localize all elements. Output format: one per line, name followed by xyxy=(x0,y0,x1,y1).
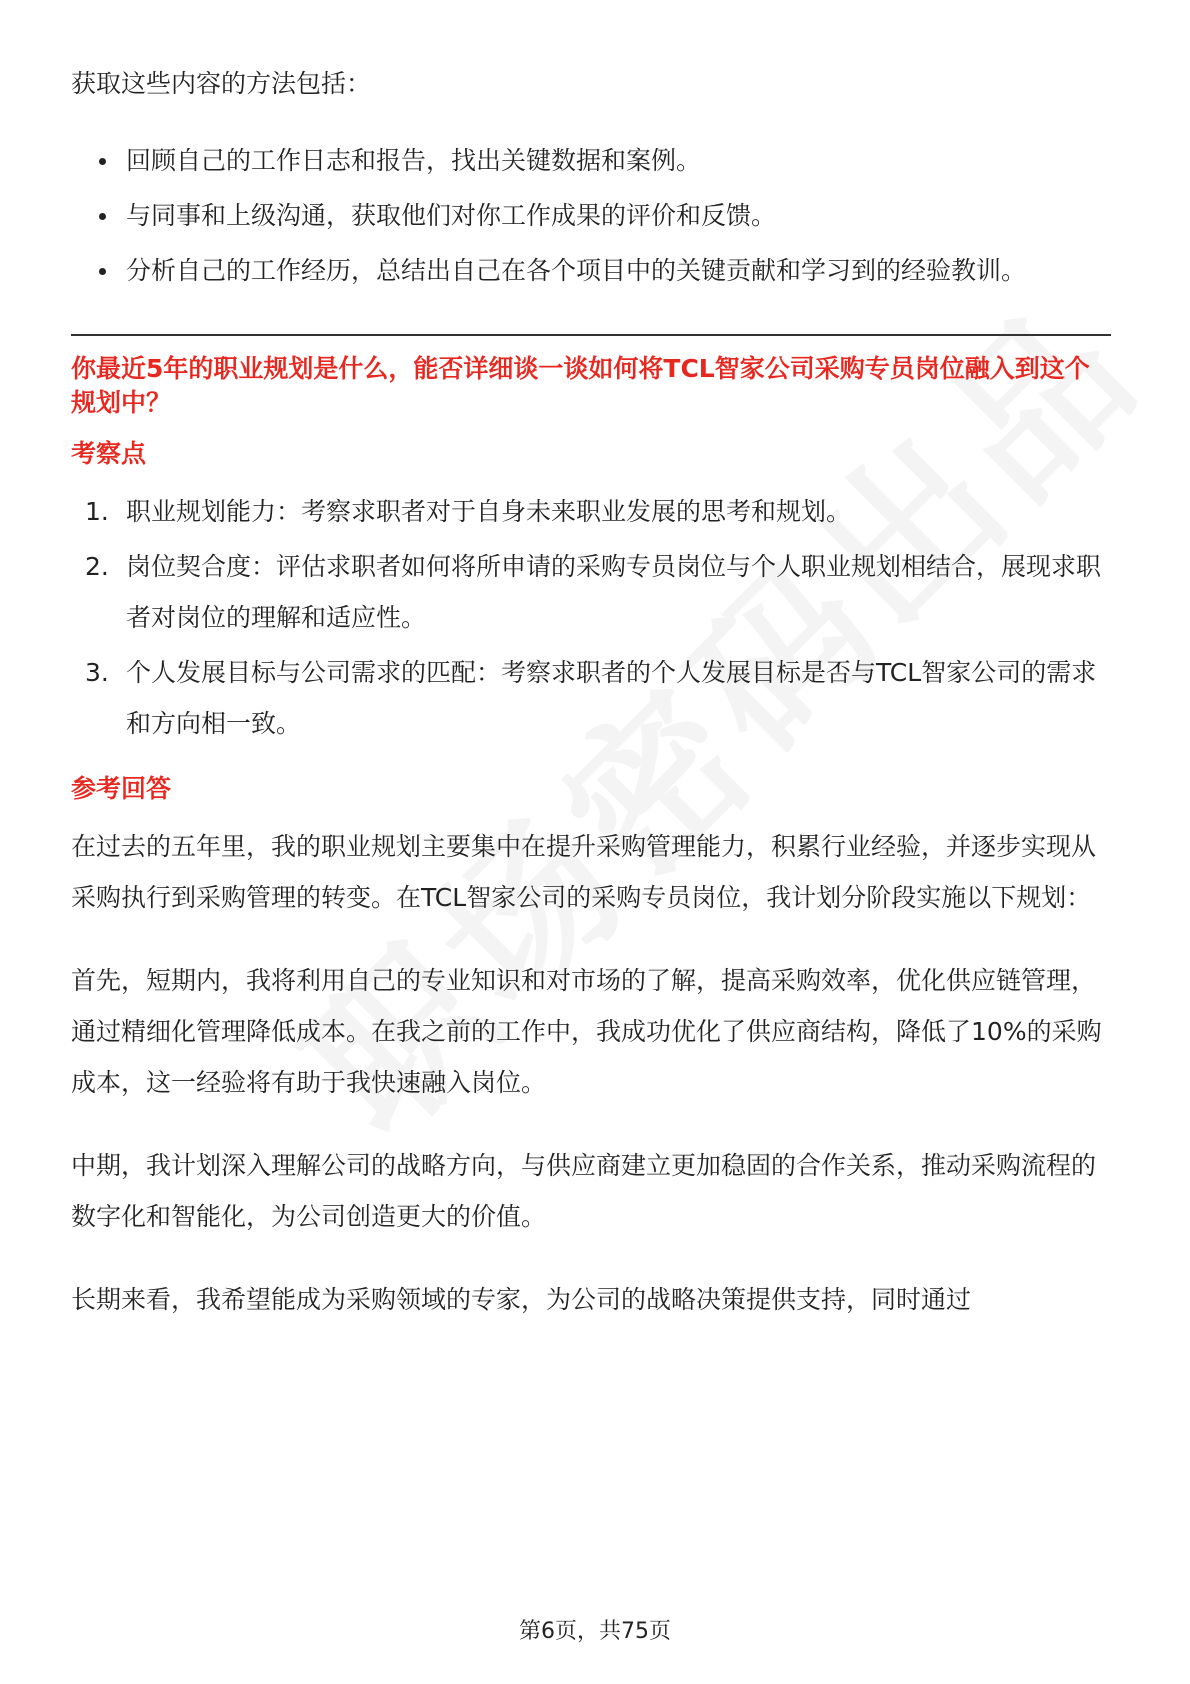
assessment-list xyxy=(71,486,1111,749)
answer-paragraph: 首先，短期内，我将利用自己的专业知识和对市场的了解，提高采购效率，优化供应链管理，通过精细化管理降低成本。在我之前的工作中，我成功优化了供应商结构，降低了10%的采购成本，这一经验将有助于我快速融入岗位。 xyxy=(71,966,1102,1097)
page-content xyxy=(71,58,1111,1357)
answer-paragraph: 中期，我计划深入理解公司的战略方向，与供应商建立更加稳固的合作关系，推动采购流程的数字化和智能化，为公司创造更大的价值。 xyxy=(71,1151,1097,1231)
answer-paragraph: 长期来看，我希望能成为采购领域的专家，为公司的战略决策提供支持，同时通过 xyxy=(71,1285,972,1314)
answer-body xyxy=(71,821,1111,1325)
list-item xyxy=(71,486,1111,537)
list-text: 岗位契合度：评估求职者如何将所申请的采购专员岗位与个人职业规划相结合，展现求职者对岗位的理解和适应性。 xyxy=(126,552,1102,632)
section-divider xyxy=(71,334,1111,336)
list-item: 分析自己的工作经历，总结出自己在各个项目中的关键贡献和学习到的经验教训。 xyxy=(71,245,1111,296)
intro-text: 获取这些内容的方法包括： xyxy=(71,69,372,98)
list-item xyxy=(71,647,1111,749)
question-heading: 你最近5年的职业规划是什么，能否详细谈一谈如何将TCL智家公司采购专员岗位融入到这个规划中？ xyxy=(71,354,1090,417)
list-number: 2. xyxy=(85,552,109,581)
list-text: 个人发展目标与公司需求的匹配：考察求职者的个人发展目标是否与TCL智家公司的需求和方向相一致。 xyxy=(126,658,1097,738)
assessment-heading: 考察点 xyxy=(71,439,147,468)
list-item: 回顾自己的工作日志和报告，找出关键数据和案例。 xyxy=(71,135,1111,186)
methods-list xyxy=(71,135,1111,296)
answer-paragraph: 在过去的五年里，我的职业规划主要集中在提升采购管理能力，积累行业经验，并逐步实现从采购执行到采购管理的转变。在TCL智家公司的采购专员岗位，我计划分阶段实施以下规划： xyxy=(71,832,1097,912)
answer-heading: 参考回答 xyxy=(71,774,172,803)
list-text: 职业规划能力：考察求职者对于自身未来职业发展的思考和规划。 xyxy=(126,497,852,526)
page-number: 第6页，共75页 xyxy=(519,1619,671,1644)
list-item: 与同事和上级沟通，获取他们对你工作成果的评价和反馈。 xyxy=(71,190,1111,241)
list-item xyxy=(71,541,1111,643)
list-number: 3. xyxy=(85,658,109,687)
list-number: 1. xyxy=(85,497,109,526)
